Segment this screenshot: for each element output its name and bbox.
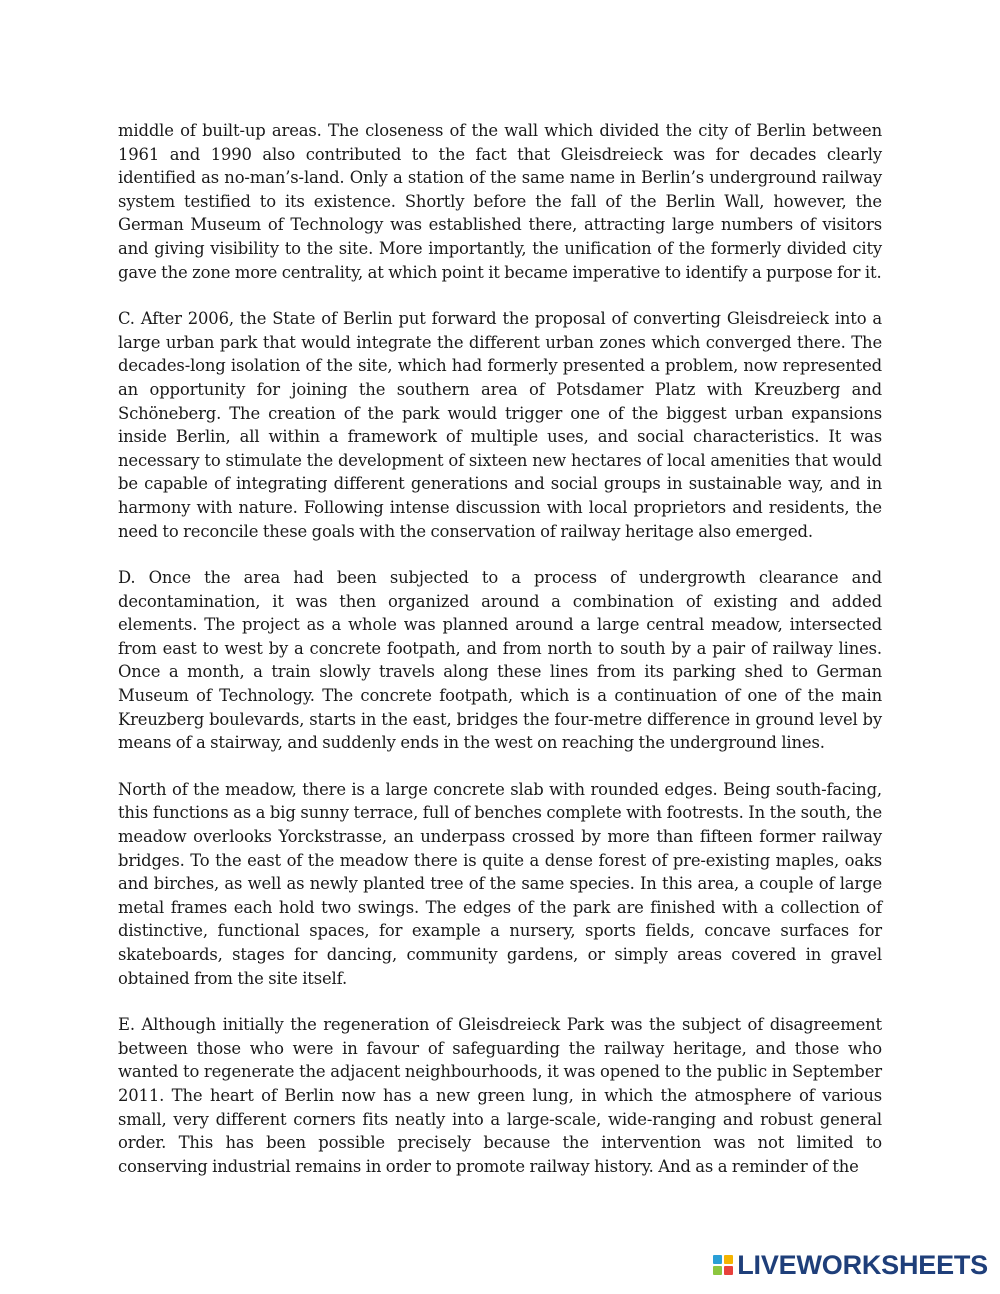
logo-text: LIVEWORKSHEETS [737,1249,988,1280]
paragraph-b-continued: middle of built-up areas. The closeness of the wall which divided the city of Berlin between 1961 and 1990 also contributed to the fact that Gleisdreieck was for decades clearly identified as no-man’s-land. Only a station of the same name in Berlin’s underground railway system testified to its existence. Shortly before the fall of the Berlin Wall, however, the German Museum of Technology was established there, attracting large numbers of visitors and giving visibility to the site. More importantly, the unification of the formerly divided city gave the zone more centrality, at which point it became imperative to identify a purpose for it. [118,121,882,282]
paragraph-e: E. Although initially the regeneration of Gleisdreieck Park was the subject of disagreement between those who were in favour of safeguarding the railway heritage, and those who wanted to regenerate the adjacent neighbourhoods, it was opened to the public in September 2011. The heart of Berlin now has a new green lung, in which the atmosphere of various small, very different corners fits neatly into a large-scale, wide-ranging and robust general order. This has been possible precisely because the intervention was not limited to conserving industrial remains in order to promote railway history. And as a reminder of the [118,1015,882,1176]
logo-square-yellow [724,1255,733,1264]
liveworksheets-logo[interactable] [713,1250,988,1280]
logo-square-green [713,1266,722,1275]
document-body [118,119,882,1201]
liveworksheets-logo-icon [713,1255,733,1275]
paragraph-d: D. Once the area had been subjected to a process of undergrowth clearance and decontamination, it was then organized around a combination of existing and added elements. The project as a whole was planned around a large central meadow, intersected from east to west by a concrete footpath, and from north to south by a pair of railway lines. Once a month, a train slowly travels along these lines from its parking shed to German Museum of Technology. The concrete footpath, which is a continuation of one of the main Kreuzberg boulevards, starts in the east, bridges the four-metre difference in ground level by means of a stairway, and suddenly ends in the west on reaching the underground lines. [118,568,882,753]
paragraph-c: C. After 2006, the State of Berlin put forward the proposal of converting Gleisdreieck into a large urban park that would integrate the different urban zones which converged there. The decades-long isolation of the site, which had formerly presented a problem, now represented an opportunity for joining the southern area of Potsdamer Platz with Kreuzberg and Schöneberg. The creation of the park would trigger one of the biggest urban expansions inside Berlin, all within a framework of multiple uses, and social characteristics. It was necessary to stimulate the development of sixteen new hectares of local amenities that would be capable of integrating different generations and social groups in sustainable way, and in harmony with nature. Following intense discussion with local proprietors and residents, the need to reconcile these goals with the conservation of railway heritage also emerged. [118,309,882,541]
logo-square-red [724,1266,733,1275]
logo-square-blue [713,1255,722,1264]
paragraph-d-continued: North of the meadow, there is a large concrete slab with rounded edges. Being south-facing, this functions as a big sunny terrace, full of benches complete with footrests. In the south, the meadow overlooks Yorckstrasse, an underpass crossed by more than fifteen former railway bridges. To the east of the meadow there is quite a dense forest of pre-existing maples, oaks and birches, as well as newly planted tree of the same species. In this area, a couple of large metal frames each hold two swings. The edges of the park are finished with a collection of distinctive, functional spaces, for example a nursery, sports fields, concave surfaces for skateboards, stages for dancing, community gardens, or simply areas covered in gravel obtained from the site itself. [118,779,882,988]
